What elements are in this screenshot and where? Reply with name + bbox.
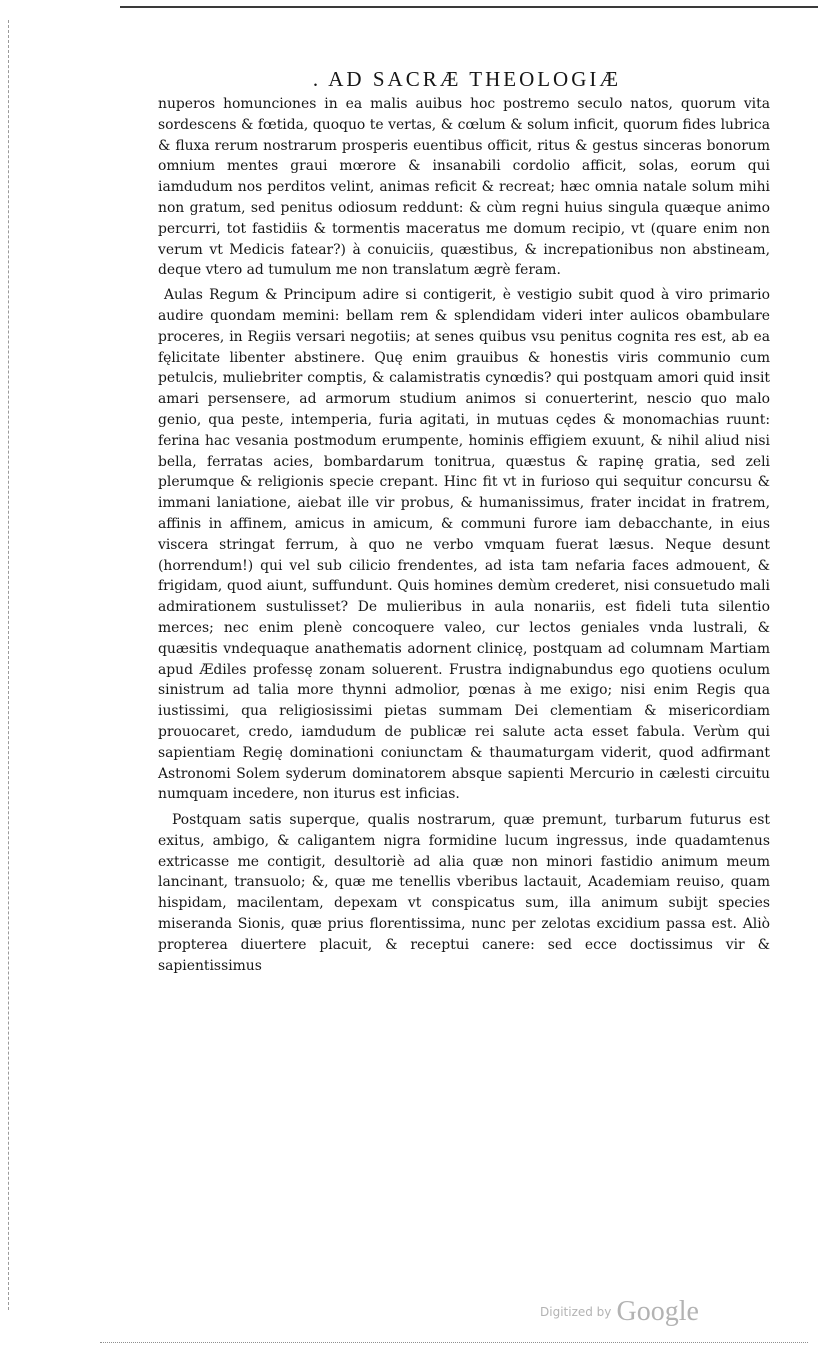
left-page-edge bbox=[8, 20, 9, 1310]
paragraph-3: Postquam satis superque, qualis nostrarum, quæ premunt, turbarum futurus est exitus, ambigo, & caligantem nigra formidine lucum ingressus, inde quadamtenus extricasse me contigit, desultoriè ad alia quæ non minori fastidio animum meum lancinant, transuolo; &, quæ me tenellis vberibus lactauit, Academiam reuiso, quam hispidam, macilentam, depexam vt conspicatus sum, illa animum subijt species miseranda Sionis, quæ prius florentissima, nunc per zelotas excidium passa est. Aliò propterea diuertere placuit, & receptui canere: sed ecce doctissimus vir & sapientissimus bbox=[158, 812, 770, 974]
running-head: . AD SACRÆ THEOLOGIÆ bbox=[312, 67, 622, 91]
paragraph-2: Aulas Regum & Principum adire si contigerit, è vestigio subit quod à viro primario audire quondam memini: bellam rem & splendidam videri inter aulicos obambulare proceres, in Regiis versari negotiis; at senes quibus vsu penitus cognita res est, ab ea fęlicitate libenter abstinere. Quę enim grauibus & honestis viris communio cum petulcis, muliebriter comptis, & calamistratis cynœdis? qui postquam amori quid insit amari persensere, ad armorum studium animos si conuerterint, nescio quo malo genio, qua peste, intemperia, furia agitati, in mutuas cędes & monomachias ruunt: ferina hac vesania postmodum erumpente, hominis effigiem exuunt, & nihil aliud nisi bella, ferratas acies, bombardarum tonitrua, quæstus & rapinę gratia, sed zeli plerumque & religionis specie crepant. Hinc fit vt in furioso qui sequitur concursu & immani laniatione, aiebat ille vir probus, & humanissimus, frater incidat in fratrem, affinis in affinem, amicus in amicum, & communi furore iam debacchante, in eius viscera stringat ferrum, à quo ne verbo vmquam fuerat læsus. Neque desunt (horrendum!) qui vel sub cilicio frendentes, ad ista tam nefaria faces admouent, & frigidam, quod aiunt, suffundunt. Quis homines demùm crederet, nisi consuetudo mali admirationem sustulisset? De mulieribus in aula nonariis, est fideli tuta silentio merces; nec enim plenè concoquere valeo, cur lectos geniales vnda lustrali, & quæsitis vndequaque anathematis adornent clinicę, postquam ad columnam Martiam apud Ædiles professę zonam soluerent. Frustra indignabundus ego quotiens oculum sinistrum ad talia more thynni admolior, pœnas à me exigo; nisi enim Regis qua iustissimi, qua religiosissimi pietas summam Dei clementiam & misericordiam prouocaret, credo, iamdudum de publicæ rei salute acta esset fabula. Verùm qui sapientiam Regię dominationi coniunctam & thaumaturgam viderit, quod adfirmant Astronomi Solem syderum dominatorem absque sapienti Mercurio in cælesti circuitu numquam incedere, non iturus est inficias. bbox=[158, 287, 770, 803]
google-logo: Google bbox=[616, 1296, 699, 1327]
watermark-prefix: Digitized by bbox=[540, 1305, 612, 1319]
paragraph-1: nuperos homunciones in ea malis auibus hoc postremo seculo natos, quorum vita sordescens & fœtida, quoquo te vertas, & cœlum & solum inficit, quorum fides lubrica & fluxa rerum nostrarum prosperis euentibus officit, ritus & gestus sinceras bonorum omnium mentes graui mœrore & insanabili cordolio afficit, solas, eorum qui iamdudum nos perditos velint, animas reficit & recreat; hæc omnia natale solum mihi non gratum, sed penitus odiosum reddunt: & cùm regni huius singula quæque animo percurri, tot fastidiis & tormentis maceratus me domum recipio, vt (quare enim non verum vt Medicis fatear?) à conuiciis, quæstibus, & increpationibus non abstineam, deque vtero ad tumulum me non translatum ægrè feram. bbox=[158, 96, 770, 279]
bottom-border-rule bbox=[100, 1342, 808, 1343]
book-page bbox=[158, 64, 770, 976]
top-border-rule bbox=[120, 6, 818, 8]
digitized-watermark bbox=[540, 1296, 699, 1328]
